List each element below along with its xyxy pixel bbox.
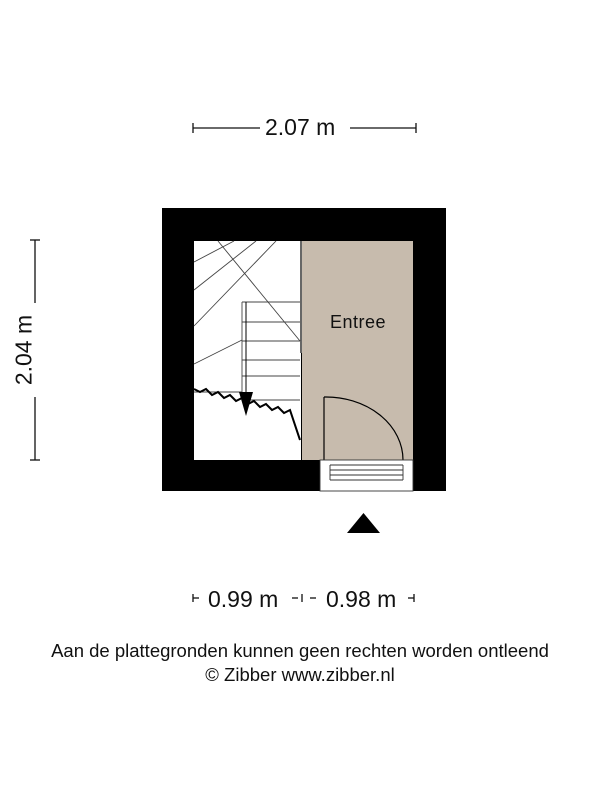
entrance-arrow-icon [347, 513, 380, 533]
bottom-left-dimension-label: 0.99 m [208, 586, 279, 612]
wall-top [162, 208, 446, 241]
left-dimension-label: 2.04 m [10, 314, 37, 386]
disclaimer-text: Aan de plattegronden kunnen geen rechten worden ontleend [51, 640, 549, 661]
top-dimension-label: 2.07 m [265, 114, 336, 140]
bottom-right-dimension-label: 0.98 m [326, 586, 397, 612]
entrance-room [302, 241, 413, 460]
room-label-entrance: Entree [330, 312, 387, 332]
wall-bottom-left [162, 460, 320, 491]
door-threshold [320, 460, 413, 491]
staircase [194, 241, 300, 400]
stair-arrow [239, 302, 253, 416]
wall-left [162, 208, 194, 491]
copyright-text: © Zibber www.zibber.nl [205, 664, 395, 685]
wall-right [413, 208, 446, 491]
